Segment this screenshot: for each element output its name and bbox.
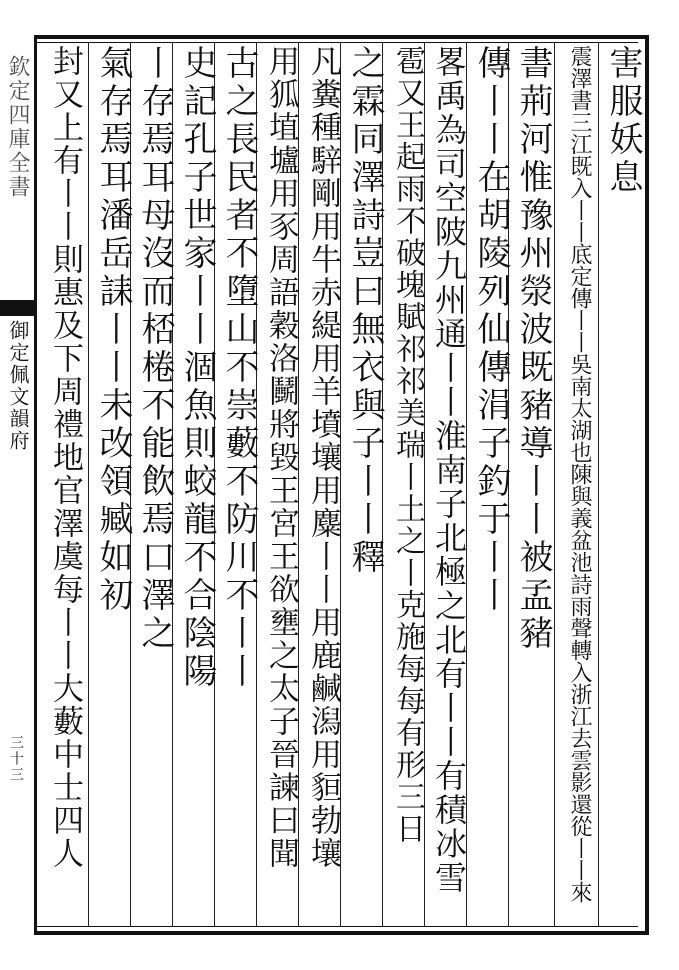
column-rule xyxy=(88,42,89,926)
frame-bottom-rule xyxy=(36,926,638,927)
text-column: 震澤書三江既入丨丨底定傳丨丨吳南太湖也陳與義盆池詩雨聲轉入浙江去雲影還從丨丨來 xyxy=(567,45,592,903)
text-column: 史記孔子世家丨丨涸魚則蛟龍不合陰陽 xyxy=(177,45,217,691)
text-column: 害服妖息 xyxy=(603,45,643,197)
text-column: 用狐埴壚用豕周語穀洛鬭將毀王宮王欲壅之太子晉諫曰聞 xyxy=(263,45,299,870)
page-number: 三十三 xyxy=(8,735,24,783)
text-column: 雹又王起雨不破塊賦祁祁美瑞丨土之丨克施每每有形三日 xyxy=(390,45,425,845)
running-title: 欽定四庫全書 xyxy=(5,55,30,199)
text-column: 之霖同澤詩豈曰無衣與子丨丨釋 xyxy=(345,45,385,577)
fishtail-mark xyxy=(0,300,36,316)
text-column: 氣存焉耳潘岳誄丨丨未改領臧如初 xyxy=(93,45,133,615)
text-column: 丨存焉耳母沒而桮棬不能飲焉口澤之 xyxy=(135,45,175,653)
text-column: 傳丨丨在胡陵列仙傳涓子釣于丨丨 xyxy=(471,45,511,615)
text-column: 封又上有丨丨則惠及下周禮地官澤虞每丨丨大藪中士四人 xyxy=(47,45,83,870)
book-title-label: 御定佩文韻府 xyxy=(6,320,30,452)
text-column: 凡糞種騂剛用牛赤緹用羊墳壤用麋丨丨用鹿鹹潟用貆勃壤 xyxy=(305,45,341,870)
text-column: 畧禹為司空陂九州通丨丨淮南子北極之北有丨丨有積冰雪 xyxy=(430,45,468,895)
text-column: 書荊河惟豫州滎波既豬導丨丨被孟豬 xyxy=(513,45,553,653)
text-column: 古之長民者不墮山不崇藪不防川不丨丨 xyxy=(219,45,259,691)
frame-top-rule xyxy=(36,42,638,43)
